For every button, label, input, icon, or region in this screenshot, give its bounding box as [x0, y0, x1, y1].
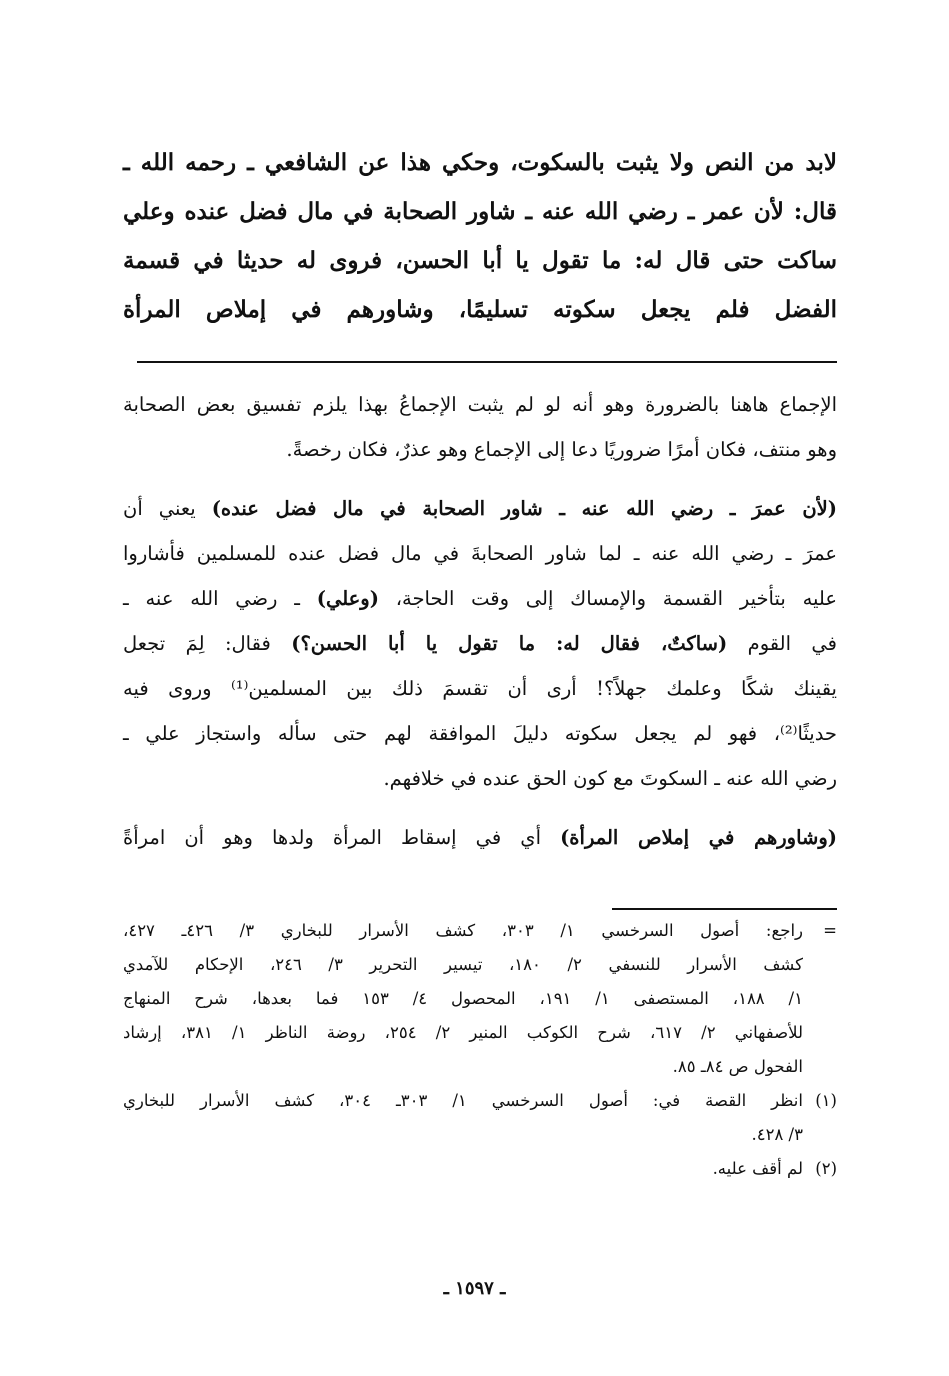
footnote-line: ١/ ١٨٨، المستصفى ١/ ١٩١، المحصول ٤/ ١٥٣ فما بعدها، شرح المنهاج — [123, 989, 803, 1008]
commentary-text: ـ رضي الله عنه ـ — [123, 587, 317, 610]
main-text-line: لابد من النص ولا يثبت بالسكوت، وحكي هذا عن الشافعي ـ رحمه الله ـ — [123, 149, 837, 176]
footnote-continuation-marker: = — [823, 921, 837, 940]
commentary-line — [123, 621, 837, 666]
footnote-number: (١) — [815, 1091, 837, 1110]
footnote-text: انظر القصة في: أصول السرخسي ١/ ٣٠٣ـ ٣٠٤، كشف الأسرار للبخاري — [123, 1091, 803, 1110]
footnote-line: كشف الأسرار للنسفي ٢/ ١٨٠، تيسير التحرير ٣/ ٢٤٦، الإحكام للآمدي — [123, 955, 803, 974]
main-text-line: قال: لأن عمر ـ رضي الله عنه ـ شاور الصحابة في مال فضل عنده وعلي — [123, 198, 837, 225]
footnote-divider — [612, 908, 837, 910]
commentary-block — [123, 382, 837, 860]
main-text-line: الفضل فلم يجعل سكوته تسليمًا، وشاورهم في إملاص المرأة — [123, 296, 837, 323]
footnote-line — [123, 1152, 837, 1186]
footnotes-block — [123, 914, 837, 1186]
quoted-lemma: (لأن عمرَ ـ رضي الله عنه ـ شاور الصحابة في مال فضل عنده) — [211, 497, 837, 520]
paragraph-gap — [123, 472, 837, 486]
commentary-line: يقينك شكًا وعلمك جهلاً؟! أرى أن تقسمَ ذلك بين المسلمين⁽¹⁾ وروى فيه — [123, 677, 837, 700]
commentary-text: عليه بتأخير القسمة والإمساك إلى وقت الحاجة، — [378, 587, 837, 610]
commentary-line: وهو منتف، فكان أمرًا ضروريًا دعا إلى الإجماع وهو عذرٌ، فكان رخصةً. — [286, 438, 837, 461]
commentary-line: حديثًا⁽²⁾، فهو لم يجعل سكوته دليلَ الموافقة لهم حتى سأله واستجاز علي ـ — [123, 722, 837, 745]
footnote-line — [123, 914, 837, 948]
commentary-text: يعني أن — [123, 497, 212, 520]
commentary-line: الإجماع هاهنا بالضرورة وهو أنه لو لم يثبت الإجماعُ بهذا يلزم تفسيق بعض الصحابة — [123, 393, 837, 416]
footnote-line: الفحول ص ٨٤ـ ٨٥. — [672, 1057, 803, 1076]
commentary-line: عمرَ ـ رضي الله عنه ـ لما شاور الصحابةَ في مال فضل عنده للمسلمين فأشاروا — [123, 542, 837, 565]
footnote-line: للأصفهاني ٢/ ٦١٧، شرح الكوكب المنير ٢/ ٢٥٤، روضة الناظر ١/ ٣٨١، إرشاد — [123, 1023, 803, 1042]
quoted-lemma: (ساكتٌ، فقال له: ما تقول يا أبا الحسن؟) — [291, 632, 728, 655]
main-text-divider — [137, 361, 837, 363]
quoted-lemma: (وشاورهم في إملاص المرأة) — [560, 826, 837, 849]
footnote-line — [123, 1084, 837, 1118]
commentary-line: رضي الله عنه ـ السكوتَ مع كون الحق عنده في خلافهم. — [383, 767, 837, 790]
commentary-line — [123, 576, 837, 621]
commentary-text: أي في إسقاط المرأة ولدها وهو أن امرأةً — [123, 826, 561, 849]
page-number: ـ ١٥٩٧ ـ — [443, 1278, 506, 1299]
footnote-text: راجع: أصول السرخسي ١/ ٣٠٣، كشف الأسرار للبخاري ٣/ ٤٢٦ـ ٤٢٧، — [123, 921, 803, 940]
footnote-line: ٣/ ٤٢٨. — [751, 1125, 803, 1144]
commentary-line — [123, 486, 837, 531]
paragraph-gap — [123, 801, 837, 815]
commentary-text: في القوم — [727, 632, 837, 655]
footnote-number: (٢) — [815, 1159, 837, 1178]
main-text-line: ساكت حتى قال له: ما تقول يا أبا الحسن، فروى له حديثا في قسمة — [123, 247, 837, 274]
commentary-text: فقال: لِمَ تجعل — [123, 632, 292, 655]
footnote-text: لم أقف عليه. — [712, 1159, 803, 1178]
main-text-block — [123, 138, 837, 334]
quoted-lemma: (وعلي) — [316, 587, 379, 610]
commentary-line — [123, 815, 837, 860]
